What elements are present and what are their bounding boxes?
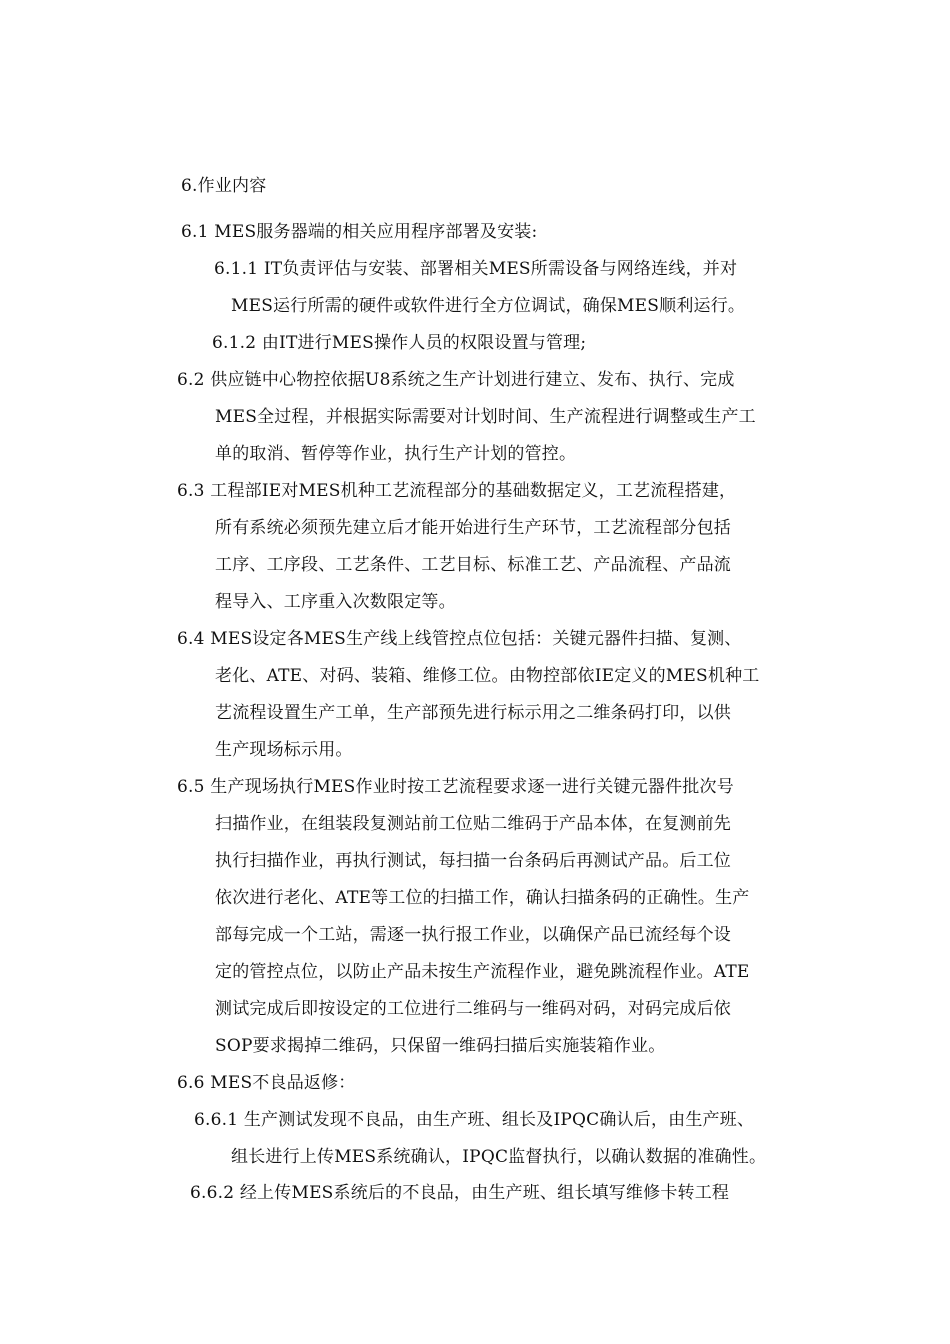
- paragraph-6-2-line-1: 6.2 供应链中心物控依据U8系统之生产计划进行建立、发布、执行、完成: [177, 370, 735, 390]
- paragraph-6-4-line-4: 生产现场标示用。: [215, 740, 353, 760]
- paragraph-6-2-line-3: 单的取消、暂停等作业，执行生产计划的管控。: [215, 444, 577, 464]
- paragraph-6-5-line-3: 执行扫描作业，再执行测试，每扫描一台条码后再测试产品。后工位: [215, 851, 731, 871]
- paragraph-6-6-2-line-1: 6.6.2 经上传MES系统后的不良品，由生产班、组长填写维修卡转工程: [190, 1183, 730, 1203]
- paragraph-6-4-line-3: 艺流程设置生产工单，生产部预先进行标示用之二维条码打印，以供: [215, 703, 731, 723]
- paragraph-6-6-line-1: 6.6 MES不良品返修：: [177, 1073, 356, 1093]
- paragraph-6-5-line-5: 部每完成一个工站，需逐一执行报工作业，以确保产品已流经每个设: [215, 925, 731, 945]
- paragraph-6-4-line-1: 6.4 MES设定各MES生产线上线管控点位包括：关键元器件扫描、复测、: [177, 629, 742, 649]
- paragraph-6-5-line-8: SOP要求揭掉二维码，只保留一维码扫描后实施装箱作业。: [215, 1036, 666, 1056]
- paragraph-6-3-line-3: 工序、工序段、工艺条件、工艺目标、标准工艺、产品流程、产品流: [215, 555, 731, 575]
- paragraph-6-1-2-line-1: 6.1.2 由IT进行MES操作人员的权限设置与管理;: [212, 333, 587, 353]
- paragraph-6-5-line-1: 6.5 生产现场执行MES作业时按工艺流程要求逐一进行关键元器件批次号: [177, 777, 734, 797]
- paragraph-6-2-line-2: MES全过程，并根据实际需要对计划时间、生产流程进行调整或生产工: [215, 407, 756, 427]
- paragraph-6-4-line-2: 老化、ATE、对码、装箱、维修工位。由物控部依IE定义的MES机种工: [215, 666, 760, 686]
- section-title: 6.作业内容: [181, 176, 267, 196]
- paragraph-6-3-line-1: 6.3 工程部IE对MES机种工艺流程部分的基础数据定义，工艺流程搭建，: [177, 481, 737, 501]
- paragraph-6-1-1-line-2: MES运行所需的硬件或软件进行全方位调试，确保MES顺利运行。: [231, 296, 746, 316]
- paragraph-6-5-line-2: 扫描作业，在组装段复测站前工位贴二维码于产品本体，在复测前先: [215, 814, 731, 834]
- paragraph-6-3-line-2: 所有系统必须预先建立后才能开始进行生产环节，工艺流程部分包括: [215, 518, 731, 538]
- paragraph-6-5-line-7: 测试完成后即按设定的工位进行二维码与一维码对码，对码完成后依: [215, 999, 731, 1019]
- paragraph-6-3-line-4: 程导入、工序重入次数限定等。: [215, 592, 456, 612]
- paragraph-6-5-line-6: 定的管控点位，以防止产品未按生产流程作业，避免跳流程作业。ATE: [215, 962, 750, 982]
- paragraph-6-1-line-1: 6.1 MES服务器端的相关应用程序部署及安装:: [181, 222, 538, 242]
- paragraph-6-1-1-line-1: 6.1.1 IT负责评估与安装、部署相关MES所需设备与网络连线，并对: [214, 259, 738, 279]
- paragraph-6-5-line-4: 依次进行老化、ATE等工位的扫描工作，确认扫描条码的正确性。生产: [215, 888, 750, 908]
- paragraph-6-6-1-line-1: 6.6.1 生产测试发现不良品，由生产班、组长及IPQC确认后，由生产班、: [194, 1110, 755, 1130]
- paragraph-6-6-1-line-2: 组长进行上传MES系统确认，IPQC监督执行，以确认数据的准确性。: [231, 1147, 767, 1167]
